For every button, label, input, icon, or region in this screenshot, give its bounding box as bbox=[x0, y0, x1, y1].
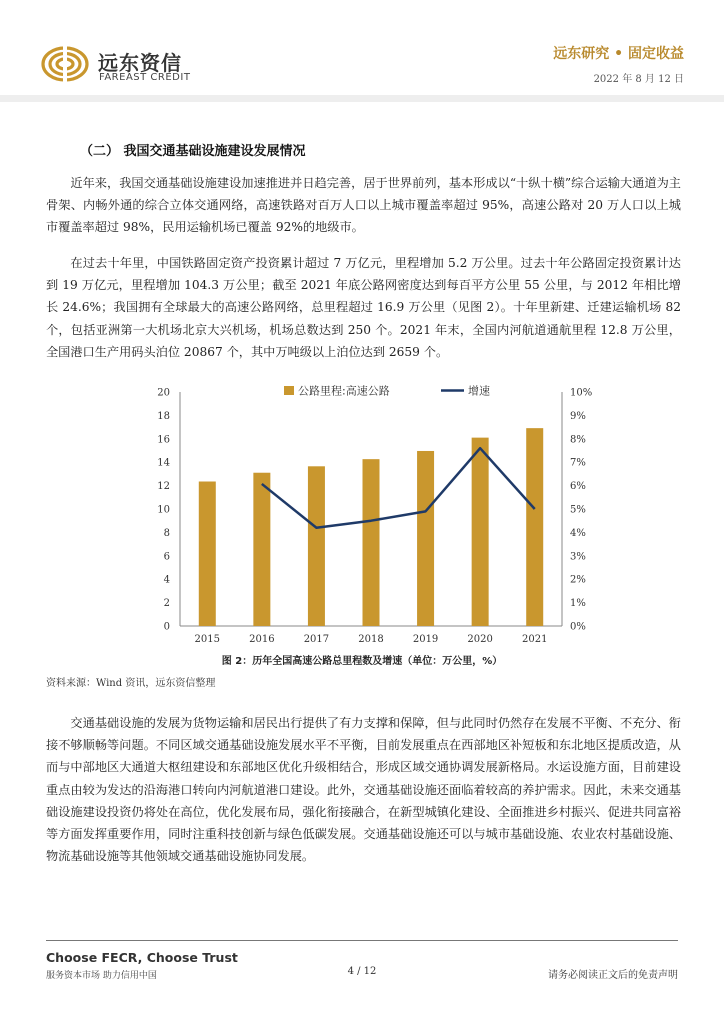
y-left-tick-label: 6 bbox=[163, 551, 170, 563]
y-right-tick-label: 7% bbox=[570, 457, 586, 469]
y-right-tick-label: 5% bbox=[570, 504, 586, 516]
y-left-tick-label: 14 bbox=[157, 457, 170, 469]
header-divider bbox=[0, 95, 724, 102]
section-title: （二） 我国交通基础设施建设发展情况 bbox=[80, 144, 306, 159]
fareast-logo-icon bbox=[40, 44, 90, 84]
y-left-tick-label: 10 bbox=[157, 504, 170, 516]
report-date: 2022 年 8 月 12 日 bbox=[593, 74, 684, 85]
brand-name-en: FAREAST CREDIT bbox=[99, 72, 191, 83]
bar-highway-mileage bbox=[199, 482, 216, 626]
y-left-tick-label: 12 bbox=[157, 481, 170, 493]
page-number: 4 / 12 bbox=[347, 966, 377, 977]
bar-highway-mileage bbox=[253, 473, 270, 626]
paragraph-text: 在过去十年里，中国铁路固定资产投资累计超过 7 万亿元，里程增加 5.2 万公里。过去十年公路固定投资累计达到 19 万亿元，里程增加 104.3 万公里；截至 2021 年底公路网密度达到每百平方公里 55 公里，与 2012 年相比增长 24.6%；我国拥有全球最大的高速公路网络，总里程超过 16.9 万公里（见图 2）。十年里新建、迁建运输机场 82 个，包括亚洲第一大机场北京大兴机场，机场总数达到 250 个。2021 年末，全国内河航道通航里程 12.8 万公里，全国港口生产用码头泊位 20867 个，其中万吨级以上泊位达到 2659 个。 bbox=[46, 256, 681, 359]
y-right-tick-label: 10% bbox=[570, 387, 593, 399]
bar-highway-mileage bbox=[526, 428, 543, 626]
paragraph-3 bbox=[46, 712, 681, 867]
y-left-tick-label: 18 bbox=[157, 410, 170, 422]
y-right-tick-label: 2% bbox=[570, 574, 586, 586]
paragraph-text: 交通基础设施的发展为货物运输和居民出行提供了有力支撑和保障，但与此同时仍然存在发展不平衡、不充分、衔接不够顺畅等问题。不同区域交通基础设施发展水平不平衡，目前发展重点在西部地区补短板和东北地区提质改造，从而与中部地区大通道大枢纽建设和东部地区优化升级相结合，形成区域交通协调发展新格局。水运设施方面，目前建设重点由较为发达的沿海港口转向内河航道港口建设。此外，交通基础设施还面临着较高的养护需求。因此，未来交通基础设施建设投资仍将处在高位，优化发展布局，强化衔接融合，在新型城镇化建设、全面推进乡村振兴、促进共同富裕等方面发挥重要作用，同时注重科技创新与绿色低碳发展。交通基础设施还可以与城市基础设施、农业农村基础设施、物流基础设施等其他领域交通基础设施协同发展。 bbox=[46, 716, 681, 864]
legend-bar-label: 公路里程:高速公路 bbox=[298, 384, 390, 398]
paragraph-2 bbox=[46, 252, 681, 363]
footer-slogan: Choose FECR, Choose Trust bbox=[46, 950, 238, 965]
x-tick-label: 2015 bbox=[194, 634, 221, 645]
y-left-tick-label: 8 bbox=[163, 527, 170, 539]
y-right-tick-label: 3% bbox=[570, 551, 586, 563]
highway-mileage-chart bbox=[46, 380, 678, 650]
y-right-tick-label: 9% bbox=[570, 410, 586, 422]
y-left-tick-label: 4 bbox=[163, 574, 170, 586]
y-right-tick-label: 1% bbox=[570, 598, 586, 610]
page-header bbox=[0, 0, 724, 100]
figure-source: 资料来源：Wind 资讯，远东资信整理 bbox=[46, 678, 216, 689]
y-left-tick-label: 0 bbox=[163, 621, 170, 633]
figure-caption: 图 2：历年全国高速公路总里程数及增速（单位：万公里，%） bbox=[221, 656, 503, 667]
y-right-tick-label: 0% bbox=[570, 621, 586, 633]
chart-canvas bbox=[46, 380, 678, 650]
bar-highway-mileage bbox=[472, 438, 489, 626]
x-tick-label: 2018 bbox=[358, 634, 384, 645]
x-tick-label: 2017 bbox=[303, 634, 330, 645]
paragraph-1 bbox=[46, 172, 681, 239]
y-right-tick-label: 4% bbox=[570, 527, 586, 539]
bar-highway-mileage bbox=[417, 451, 434, 626]
bar-highway-mileage bbox=[363, 459, 380, 626]
footer-slogan-cn: 服务资本市场 助力信用中国 bbox=[46, 971, 157, 981]
y-left-tick-label: 20 bbox=[157, 387, 170, 399]
brand-name-cn: 远东资信 bbox=[98, 51, 182, 75]
y-left-tick-label: 2 bbox=[163, 598, 170, 610]
x-tick-label: 2019 bbox=[412, 634, 439, 645]
y-right-tick-label: 8% bbox=[570, 434, 586, 446]
y-right-tick-label: 6% bbox=[570, 481, 586, 493]
x-tick-label: 2020 bbox=[467, 634, 493, 645]
disclaimer-note: 请务必阅读正文后的免责声明 bbox=[548, 970, 678, 981]
legend-bar-swatch bbox=[284, 386, 294, 395]
legend-line-label: 增速 bbox=[468, 384, 490, 398]
paragraph-text: 近年来，我国交通基础设施建设加速推进并日趋完善，居于世界前列，基本形成以“十纵十横”综合运输大通道为主骨架、内畅外通的综合立体交通网络，高速铁路对百万人口以上城市覆盖率超过 95%，高速公路对 20 万人口以上城市覆盖率超过 98%，民用运输机场已覆盖 92%的地级市。 bbox=[46, 176, 681, 235]
y-left-tick-label: 16 bbox=[157, 434, 170, 446]
growth-rate-line bbox=[262, 448, 535, 528]
x-tick-label: 2021 bbox=[521, 634, 548, 645]
bar-highway-mileage bbox=[308, 466, 325, 626]
report-column: 远东研究 • 固定收益 bbox=[553, 46, 684, 62]
x-tick-label: 2016 bbox=[249, 634, 275, 645]
footer-divider bbox=[46, 940, 678, 941]
